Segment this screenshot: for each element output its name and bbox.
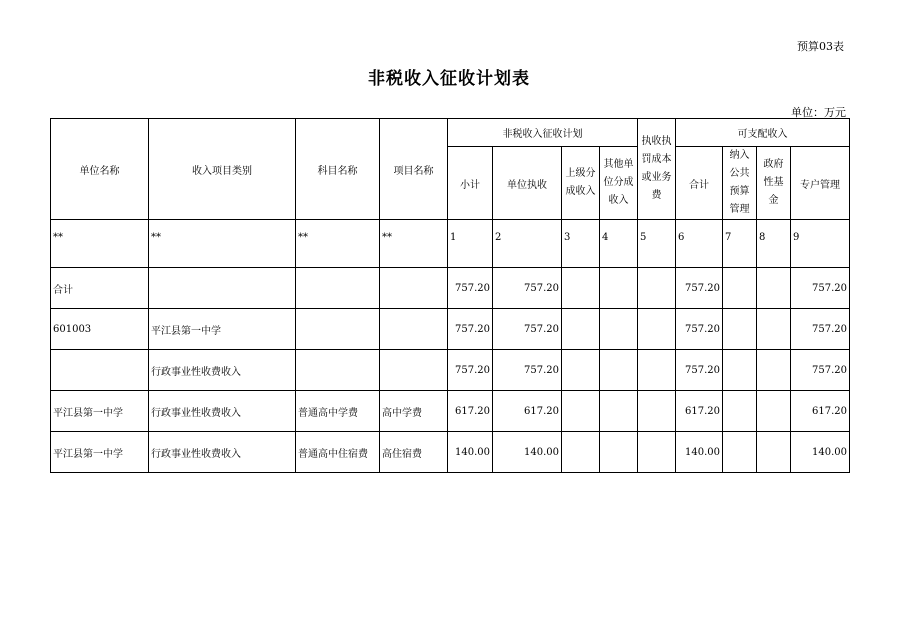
cell-total: 757.20 [676,350,723,391]
header-other-share: 其他单位分成收入 [600,147,638,220]
document-code: 预算03表 [797,40,844,53]
cell-gov-fund [757,268,791,309]
cell-subject-name [296,350,380,391]
cell-unit-collect: 140.00 [493,432,562,473]
cell-item-name [380,268,448,309]
index-cell: 7 [723,220,757,268]
header-public-budget: 纳入公共预算管理 [723,147,757,220]
cell-subject-name: 普通高中住宿费 [296,432,380,473]
index-cell: 1 [448,220,493,268]
cell-penalty-cost [638,268,676,309]
cell-upper-share [562,309,600,350]
cell-penalty-cost [638,432,676,473]
cell-other-share [600,268,638,309]
index-cell: ** [296,220,380,268]
cell-unit-collect: 617.20 [493,391,562,432]
cell-other-share [600,432,638,473]
cell-subtotal: 757.20 [448,350,493,391]
cell-gov-fund [757,432,791,473]
cell-unit-collect: 757.20 [493,268,562,309]
cell-public-budget [723,350,757,391]
cell-unit-collect: 757.20 [493,350,562,391]
cell-special-account: 757.20 [791,309,850,350]
cell-penalty-cost [638,309,676,350]
cell-special-account: 617.20 [791,391,850,432]
cell-subtotal: 140.00 [448,432,493,473]
cell-item-name [380,350,448,391]
table-row [51,391,850,432]
index-cell: 9 [791,220,850,268]
header-penalty-cost: 执收执罚成本或业务费 [638,119,676,220]
cell-subject-name [296,268,380,309]
cell-public-budget [723,309,757,350]
cell-item-name: 高中学费 [380,391,448,432]
index-cell: 8 [757,220,791,268]
cell-upper-share [562,350,600,391]
header-upper-share: 上级分成收入 [562,147,600,220]
cell-other-share [600,391,638,432]
header-total: 合计 [676,147,723,220]
cell-revenue-category: 行政事业性收费收入 [149,391,296,432]
cell-special-account: 757.20 [791,268,850,309]
cell-upper-share [562,268,600,309]
table-row [51,309,850,350]
cell-total: 140.00 [676,432,723,473]
index-row [51,220,850,268]
cell-unit-name: 平江县第一中学 [51,432,149,473]
cell-total: 617.20 [676,391,723,432]
header-special-account: 专户管理 [791,147,850,220]
revenue-plan-table [50,118,850,473]
cell-revenue-category: 行政事业性收费收入 [149,432,296,473]
cell-unit-collect: 757.20 [493,309,562,350]
cell-special-account: 140.00 [791,432,850,473]
cell-special-account: 757.20 [791,350,850,391]
cell-penalty-cost [638,350,676,391]
index-cell: 3 [562,220,600,268]
cell-total: 757.20 [676,268,723,309]
cell-other-share [600,350,638,391]
cell-revenue-category [149,268,296,309]
cell-subtotal: 617.20 [448,391,493,432]
index-cell: ** [380,220,448,268]
index-cell: ** [149,220,296,268]
cell-other-share [600,309,638,350]
index-cell: 6 [676,220,723,268]
cell-upper-share [562,391,600,432]
header-revenue-category: 收入项目类别 [149,119,296,220]
cell-revenue-category: 行政事业性收费收入 [149,350,296,391]
header-item-name: 项目名称 [380,119,448,220]
header-plan-group: 非税收入征收计划 [448,119,638,147]
index-cell: 4 [600,220,638,268]
cell-upper-share [562,432,600,473]
cell-subtotal: 757.20 [448,309,493,350]
header-subject-name: 科目名称 [296,119,380,220]
header-unit-name: 单位名称 [51,119,149,220]
cell-unit-name: 601003 [51,309,149,350]
cell-revenue-category: 平江县第一中学 [149,309,296,350]
cell-gov-fund [757,309,791,350]
cell-public-budget [723,391,757,432]
header-unit-collect: 单位执收 [493,147,562,220]
header-subtotal: 小计 [448,147,493,220]
cell-gov-fund [757,391,791,432]
header-row-1 [51,119,850,147]
cell-total: 757.20 [676,309,723,350]
unit-label: 单位：万元 [791,106,846,119]
index-cell: 5 [638,220,676,268]
table-row [51,350,850,391]
table-row [51,268,850,309]
cell-subject-name [296,309,380,350]
cell-subject-name: 普通高中学费 [296,391,380,432]
cell-item-name: 高住宿费 [380,432,448,473]
cell-public-budget [723,432,757,473]
cell-unit-name: 平江县第一中学 [51,391,149,432]
cell-unit-name: 合计 [51,268,149,309]
cell-public-budget [723,268,757,309]
cell-unit-name [51,350,149,391]
cell-penalty-cost [638,391,676,432]
index-cell: ** [51,220,149,268]
table-row [51,432,850,473]
cell-subtotal: 757.20 [448,268,493,309]
header-disposable-group: 可支配收入 [676,119,850,147]
page-title: 非税收入征收计划表 [368,69,530,89]
cell-gov-fund [757,350,791,391]
index-cell: 2 [493,220,562,268]
cell-item-name [380,309,448,350]
header-gov-fund: 政府性基金 [757,147,791,220]
